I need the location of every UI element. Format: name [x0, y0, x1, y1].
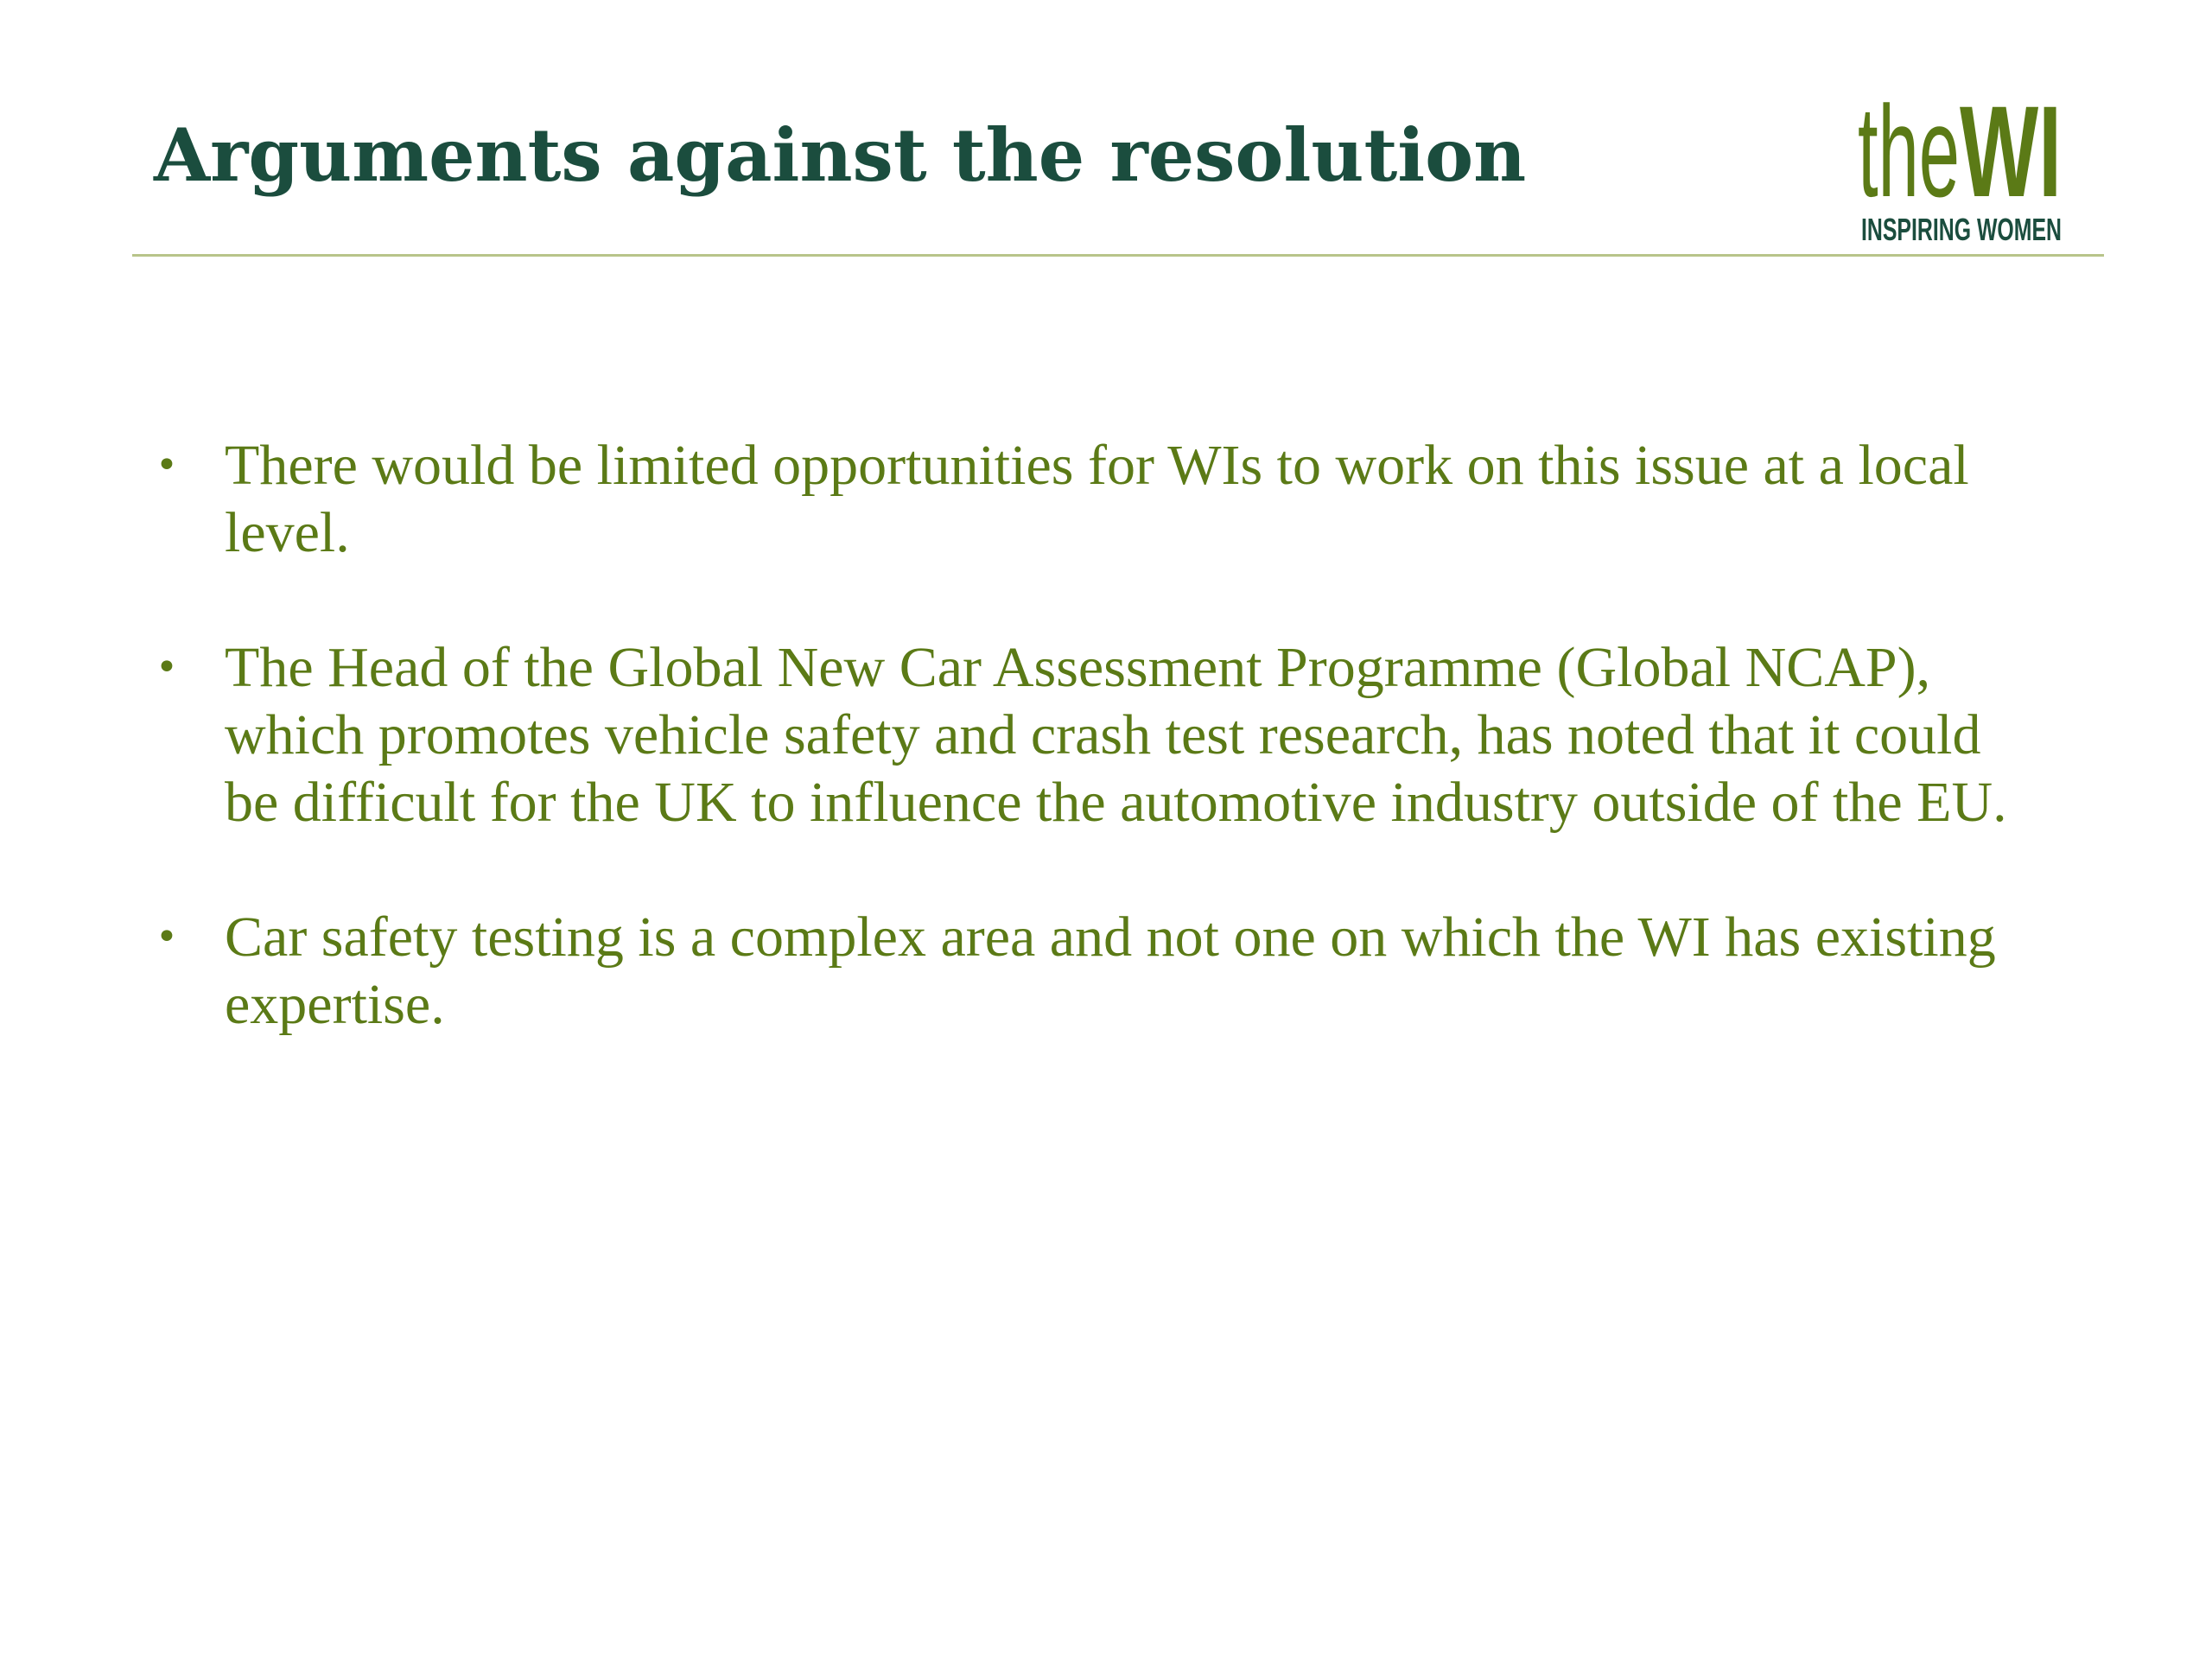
- bullet-text: The Head of the Global New Car Assessment Programme (Global NCAP), which promotes vehicle safety and crash test research, has noted that it could be difficult for the UK to influence the automotive industry outside of the EU.: [225, 636, 2007, 834]
- bullet-dot-icon: •: [156, 443, 178, 487]
- logo-word-prefix: the: [1858, 91, 1960, 203]
- wi-logo: [1849, 91, 2074, 264]
- slide-title: Arguments against the resolution: [154, 112, 1527, 198]
- wi-logo-tagline: [1861, 207, 2065, 247]
- bullet-dot-icon: •: [156, 645, 178, 690]
- bullet-item-local-opportunities: [0, 432, 2048, 567]
- bullet-list: [0, 432, 2212, 1106]
- bullet-item-global-ncap: [0, 634, 2048, 836]
- logo-tagline-text: INSPIRING WOMEN: [1861, 212, 2062, 247]
- bullet-item-expertise: [0, 904, 2048, 1039]
- title-divider: [132, 254, 2104, 257]
- logo-word-main: WI: [1960, 91, 2062, 203]
- wi-logo-wordmark: [1858, 91, 2065, 203]
- bullet-text: There would be limited opportunities for WIs to work on this issue at a local level.: [225, 434, 1969, 564]
- bullet-dot-icon: •: [156, 915, 178, 959]
- bullet-text: Car safety testing is a complex area and not one on which the WI has existing expertise.: [225, 906, 1996, 1036]
